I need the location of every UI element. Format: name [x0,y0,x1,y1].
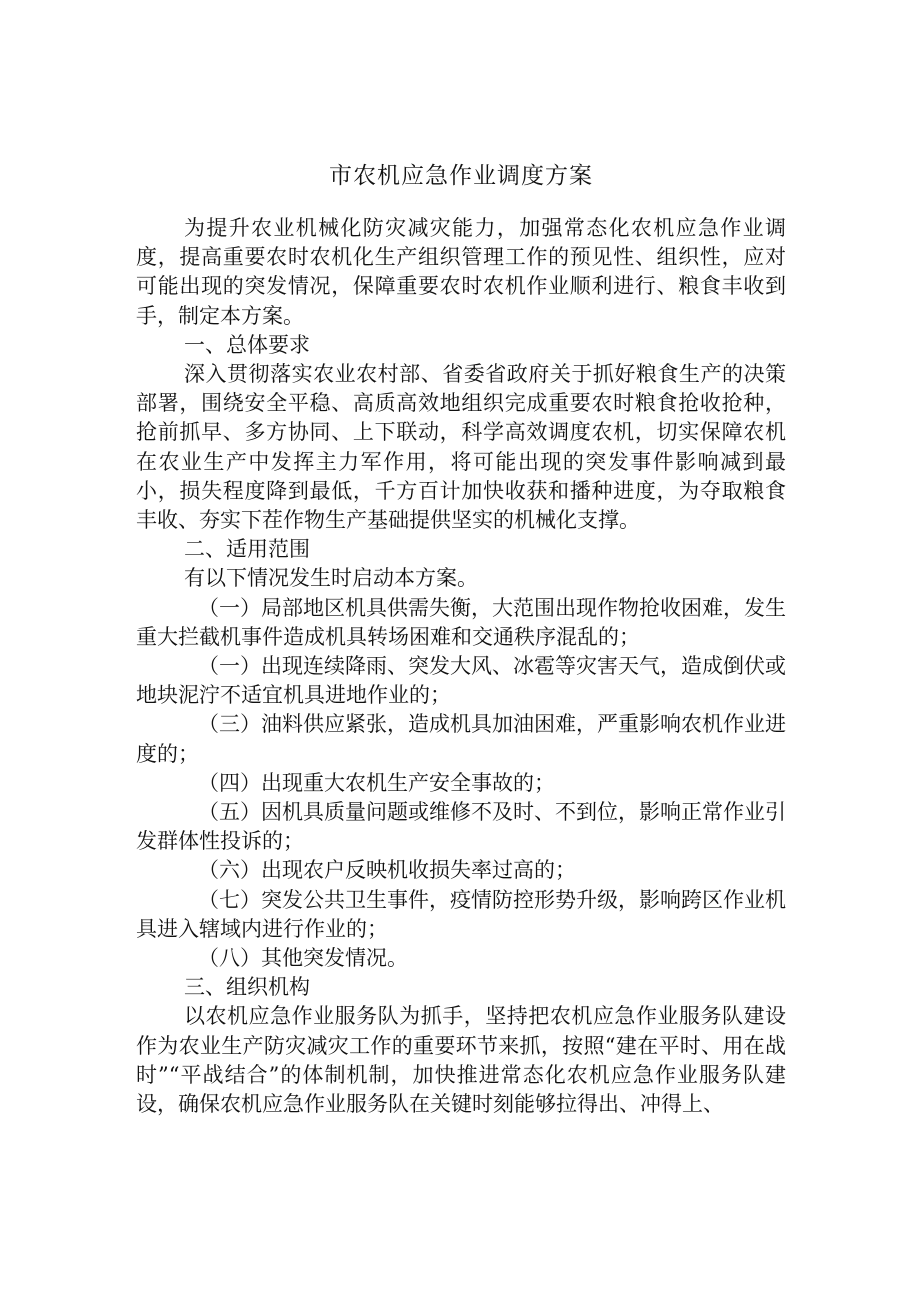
document-page [136,158,786,1119]
scope-item: （三）油料供应紧张，造成机具加油困难，严重影响农机作业进度的； [136,712,786,766]
section-heading-organization: 三、组织机构 [184,975,310,1000]
scope-item: （一）局部地区机具供需失衡，大范围出现作物抢收困难，发生重大拦截机事件造成机具转场困难和交通秩序混乱的； [136,595,786,649]
scope-item: （五）因机具质量问题或维修不及时、不到位，影响正常作业引发群体性投诉的； [136,800,786,854]
scope-item: （一）出现连续降雨、突发大风、冰雹等灾害天气，造成倒伏或地块泥泞不适宜机具进地作业的； [136,654,786,708]
section-body-organization: 以农机应急作业服务队为抓手，坚持把农机应急作业服务队建设作为农业生产防灾减灾工作的重要环节来抓，按照“建在平时、用在战时”“平战结合”的体制机制，加快推进常态化农机应急作业服务队建设，确保农机应急作业服务队在关键时刻能够拉得出、冲得上、 [136,1004,786,1117]
scope-item: （八）其他突发情况。 [198,946,408,971]
section-heading-scope: 二、适用范围 [184,537,310,562]
scope-item: （四）出现重大农机生产安全事故的； [198,770,555,795]
scope-item: （七）突发公共卫生事件，疫情防控形势升级，影响跨区作业机具进入辖域内进行作业的； [136,887,786,941]
section-body-general-requirements: 深入贯彻落实农业农村部、省委省政府关于抓好粮食生产的决策部署，围绕安全平稳、高质高效地组织完成重要农时粮食抢收抢种，抢前抓早、多方协同、上下联动，科学高效调度农机，切实保障农机在农业生产中发挥主力军作用，将可能出现的突发事件影响减到最小，损失程度降到最低，千方百计加快收获和播种进度，为夺取粮食丰收、夯实下茬作物生产基础提供坚实的机械化支撑。 [136,362,786,533]
scope-item: （六）出现农户反映机收损失率过高的； [198,858,576,883]
document-title: 市农机应急作业调度方案 [329,163,593,189]
section-heading-general-requirements: 一、总体要求 [184,332,310,357]
section-lead-scope: 有以下情况发生时启动本方案。 [184,566,478,591]
intro-paragraph: 为提升农业机械化防灾减灾能力，加强常态化农机应急作业调度，提高重要农时农机化生产组织管理工作的预见性、组织性，应对可能出现的突发情况，保障重要农时农机作业顺利进行、粮食丰收到手，制定本方案。 [136,216,786,328]
